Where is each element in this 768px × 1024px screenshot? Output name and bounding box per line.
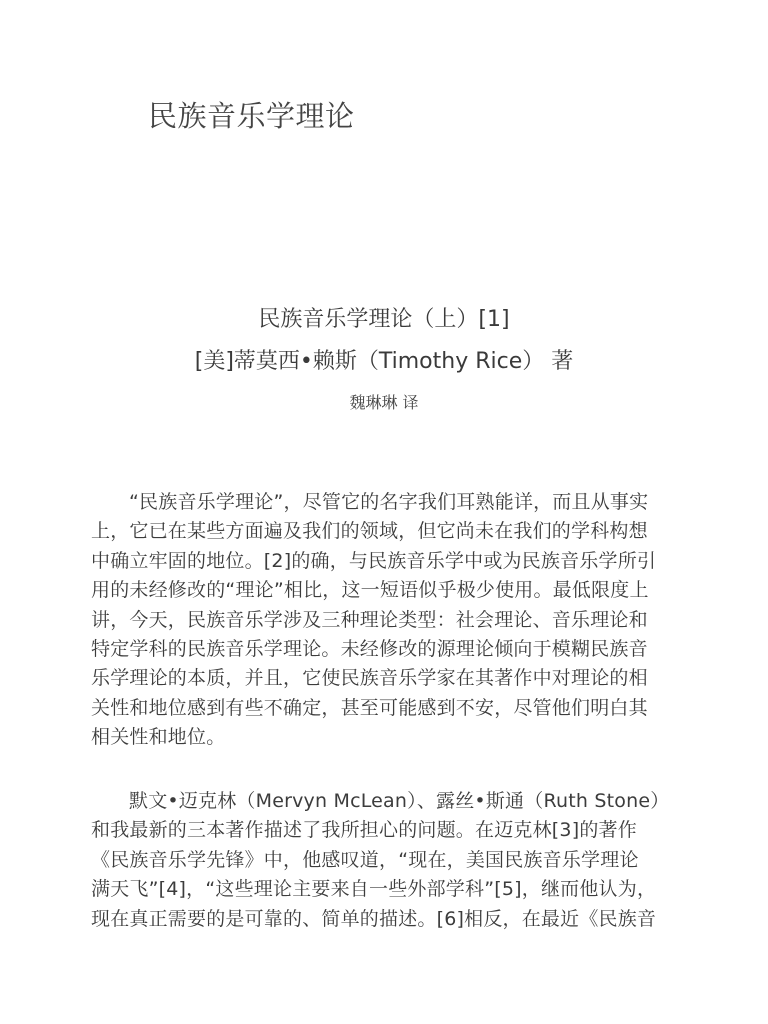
- paragraph-line: 默文•迈克林（Mervyn McLean）、露丝•斯通（Ruth Stone）: [129, 790, 670, 812]
- paragraph-line: 乐学理论的本质，并且，它使民族音乐学家在其著作中对理论的相: [91, 667, 648, 690]
- paragraph-1: [91, 488, 681, 753]
- document-title: 民族音乐学理论: [148, 99, 355, 133]
- translator-line: 魏琳琳 译: [349, 393, 419, 412]
- paragraph-line: 中确立牢固的地位。[2]的确，与民族音乐学中或为民族音乐学所引: [91, 549, 657, 572]
- paragraph-line: 讲，今天，民族音乐学涉及三种理论类型：社会理论、音乐理论和: [91, 608, 648, 631]
- paragraph-line: 特定学科的民族音乐学理论。未经修改的源理论倾向于模糊民族音: [91, 637, 648, 660]
- paragraph-line: 现在真正需要的是可靠的、简单的描述。[6]相反，在最近《民族音: [91, 907, 657, 930]
- paragraph-line: 和我最新的三本著作描述了我所担心的问题。在迈克林[3]的著作: [91, 819, 637, 842]
- paragraph-line: 满天飞”[4]，“这些理论主要来自一些外部学科”[5]，继而他认为，: [91, 878, 657, 901]
- paragraph-line: “民族音乐学理论”，尽管它的名字我们耳熟能详，而且从事实: [129, 491, 649, 513]
- paragraph-2: [91, 787, 681, 934]
- paragraph-line: 上，它已在某些方面遍及我们的领域，但它尚未在我们的学科构想: [91, 520, 648, 543]
- paragraph-line: 关性和地位感到有些不确定，甚至可能感到不安，尽管他们明白其: [91, 696, 648, 719]
- paragraph-line: 用的未经修改的“理论”相比，这一短语似乎极少使用。最低限度上: [91, 579, 649, 602]
- paragraph-line: 相关性和地位。: [91, 726, 226, 749]
- paragraph-line: 《民族音乐学先锋》中，他感叹道，“现在，美国民族音乐学理论: [91, 848, 639, 871]
- article-title: 民族音乐学理论（上）[1]: [258, 307, 510, 332]
- author-line: [美]蒂莫西•赖斯（Timothy Rice） 著: [194, 349, 574, 374]
